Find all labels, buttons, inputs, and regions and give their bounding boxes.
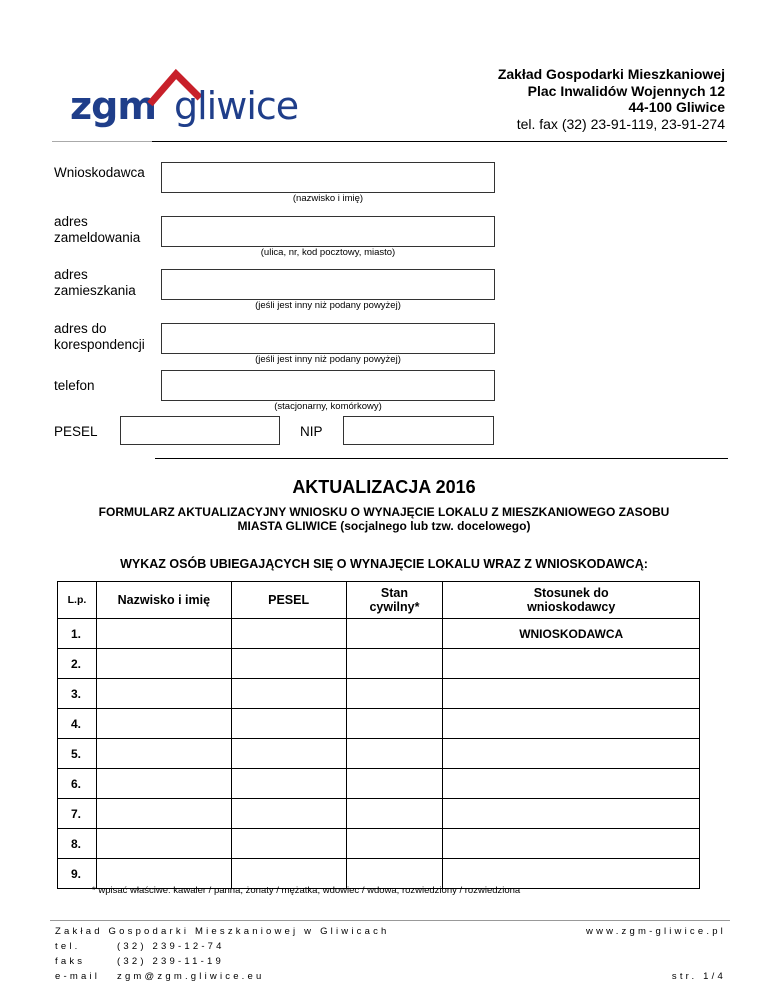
applicant-label: Wnioskodawca	[54, 165, 145, 180]
marital-status-cell[interactable]	[346, 769, 443, 799]
table-row	[58, 829, 700, 859]
org-city: 44-100 Gliwice	[628, 99, 725, 115]
footer-org: Zakład Gospodarki Mieszkaniowej w Gliwicach	[55, 926, 390, 937]
name-cell[interactable]	[96, 709, 231, 739]
name-cell[interactable]	[96, 649, 231, 679]
correspondence-address-hint: (jeśli jest inny niż podany powyżej)	[255, 354, 401, 365]
footer-email-value[interactable]: zgm@zgm.gliwice.eu	[117, 971, 265, 982]
pesel-cell[interactable]	[231, 859, 346, 889]
footer-tel-label: tel.	[55, 941, 81, 952]
pesel-cell[interactable]	[231, 649, 346, 679]
phone-hint: (stacjonarny, komórkowy)	[274, 401, 382, 412]
header-name: Nazwisko i imię	[96, 582, 231, 619]
registered-address-field[interactable]	[161, 216, 495, 247]
nip-field[interactable]	[343, 416, 494, 445]
row-number: 9.	[58, 859, 97, 889]
marital-status-cell[interactable]	[346, 619, 443, 649]
relation-cell[interactable]	[443, 739, 700, 769]
correspondence-address-label: adres do korespondencji	[54, 321, 145, 352]
persons-table	[57, 581, 700, 889]
name-cell[interactable]	[96, 829, 231, 859]
pesel-cell[interactable]	[231, 709, 346, 739]
row-number: 6.	[58, 769, 97, 799]
header-divider	[152, 141, 727, 142]
table-row	[58, 679, 700, 709]
page-number: str. 1/4	[671, 971, 726, 982]
table-row	[58, 859, 700, 889]
logo-zgm-text: zgm	[70, 84, 156, 128]
footnote: * wpisać właściwe: kawaler / panna, żonaty / mężatka, wdowiec / wdowa, rozwiedziony / rozwiedziona	[92, 885, 521, 896]
marital-status-cell[interactable]	[346, 859, 443, 889]
pesel-field[interactable]	[120, 416, 280, 445]
header-pesel: PESEL	[231, 582, 346, 619]
table-row	[58, 649, 700, 679]
marital-status-cell[interactable]	[346, 739, 443, 769]
table-row	[58, 799, 700, 829]
logo-gliwice-text: gliwice	[174, 84, 299, 128]
org-name: Zakład Gospodarki Mieszkaniowej	[497, 66, 725, 82]
relation-cell[interactable]	[443, 709, 700, 739]
name-cell[interactable]	[96, 619, 231, 649]
applicant-field[interactable]	[161, 162, 495, 193]
pesel-cell[interactable]	[231, 739, 346, 769]
name-cell[interactable]	[96, 679, 231, 709]
header-marital-status: Stan cywilny*	[346, 582, 443, 619]
relation-cell[interactable]	[443, 859, 700, 889]
org-street: Plac Inwalidów Wojennych 12	[527, 82, 725, 99]
nip-label: NIP	[300, 424, 323, 439]
residence-address-label: adres zamieszkania	[54, 267, 136, 298]
marital-status-cell[interactable]	[346, 829, 443, 859]
name-cell[interactable]	[96, 859, 231, 889]
table-row	[58, 709, 700, 739]
form-subtitle: FORMULARZ AKTUALIZACYJNY WNIOSKU O WYNAJĘCIE LOKALU Z MIESZKANIOWEGO ZASOBU MIASTA GLIWICE (socjalnego lub tzw. docelowego)	[98, 505, 670, 533]
row-number: 2.	[58, 649, 97, 679]
footer-divider	[50, 920, 730, 921]
applicant-hint: (nazwisko i imię)	[292, 193, 364, 204]
pesel-cell[interactable]	[231, 679, 346, 709]
table-row	[58, 739, 700, 769]
row-number: 1.	[58, 619, 97, 649]
relation-cell[interactable]	[443, 829, 700, 859]
row-number: 8.	[58, 829, 97, 859]
registered-address-hint: (ulica, nr, kod pocztowy, miasto)	[260, 247, 396, 258]
row-number: 7.	[58, 799, 97, 829]
relation-cell[interactable]	[443, 769, 700, 799]
table-row	[58, 619, 700, 649]
pesel-cell[interactable]	[231, 799, 346, 829]
pesel-cell[interactable]	[231, 829, 346, 859]
footer-email-label: e-mail	[55, 971, 101, 982]
row-number: 3.	[58, 679, 97, 709]
org-phone: tel. fax (32) 23-91-119, 23-91-274	[516, 115, 725, 132]
row-number: 4.	[58, 709, 97, 739]
pesel-label: PESEL	[54, 424, 98, 439]
row-number: 5.	[58, 739, 97, 769]
phone-label: telefon	[54, 378, 95, 393]
relation-cell[interactable]	[443, 649, 700, 679]
marital-status-cell[interactable]	[346, 649, 443, 679]
correspondence-address-field[interactable]	[161, 323, 495, 354]
header-divider-left	[52, 141, 152, 142]
footer-tel-value: (32) 239-12-74	[117, 941, 225, 952]
name-cell[interactable]	[96, 739, 231, 769]
header-relation: Stosunek do wnioskodawcy	[443, 582, 700, 619]
section-divider	[155, 458, 728, 459]
relation-cell[interactable]: WNIOSKODAWCA	[443, 619, 700, 649]
header-lp: L.p.	[58, 582, 97, 619]
table-header-row	[58, 582, 700, 619]
marital-status-cell[interactable]	[346, 799, 443, 829]
footer-fax-label: faks	[55, 956, 86, 967]
footer-fax-value: (32) 239-11-19	[117, 956, 224, 967]
registered-address-label: adres zameldowania	[54, 214, 141, 245]
relation-cell[interactable]	[443, 799, 700, 829]
pesel-cell[interactable]	[231, 769, 346, 799]
residence-address-hint: (jeśli jest inny niż podany powyżej)	[255, 300, 401, 311]
residence-address-field[interactable]	[161, 269, 495, 300]
organization-address	[498, 66, 725, 132]
table-row	[58, 769, 700, 799]
marital-status-cell[interactable]	[346, 679, 443, 709]
pesel-cell[interactable]	[231, 619, 346, 649]
name-cell[interactable]	[96, 769, 231, 799]
marital-status-cell[interactable]	[346, 709, 443, 739]
footer-website[interactable]: www.zgm-gliwice.pl	[586, 926, 726, 937]
page-title: AKTUALIZACJA 2016	[292, 477, 476, 497]
name-cell[interactable]	[96, 799, 231, 829]
persons-list-title: WYKAZ OSÓB UBIEGAJĄCYCH SIĘ O WYNAJĘCIE LOKALU WRAZ Z WNIOSKODAWCĄ:	[120, 557, 648, 571]
phone-field[interactable]	[161, 370, 495, 401]
relation-cell[interactable]	[443, 679, 700, 709]
